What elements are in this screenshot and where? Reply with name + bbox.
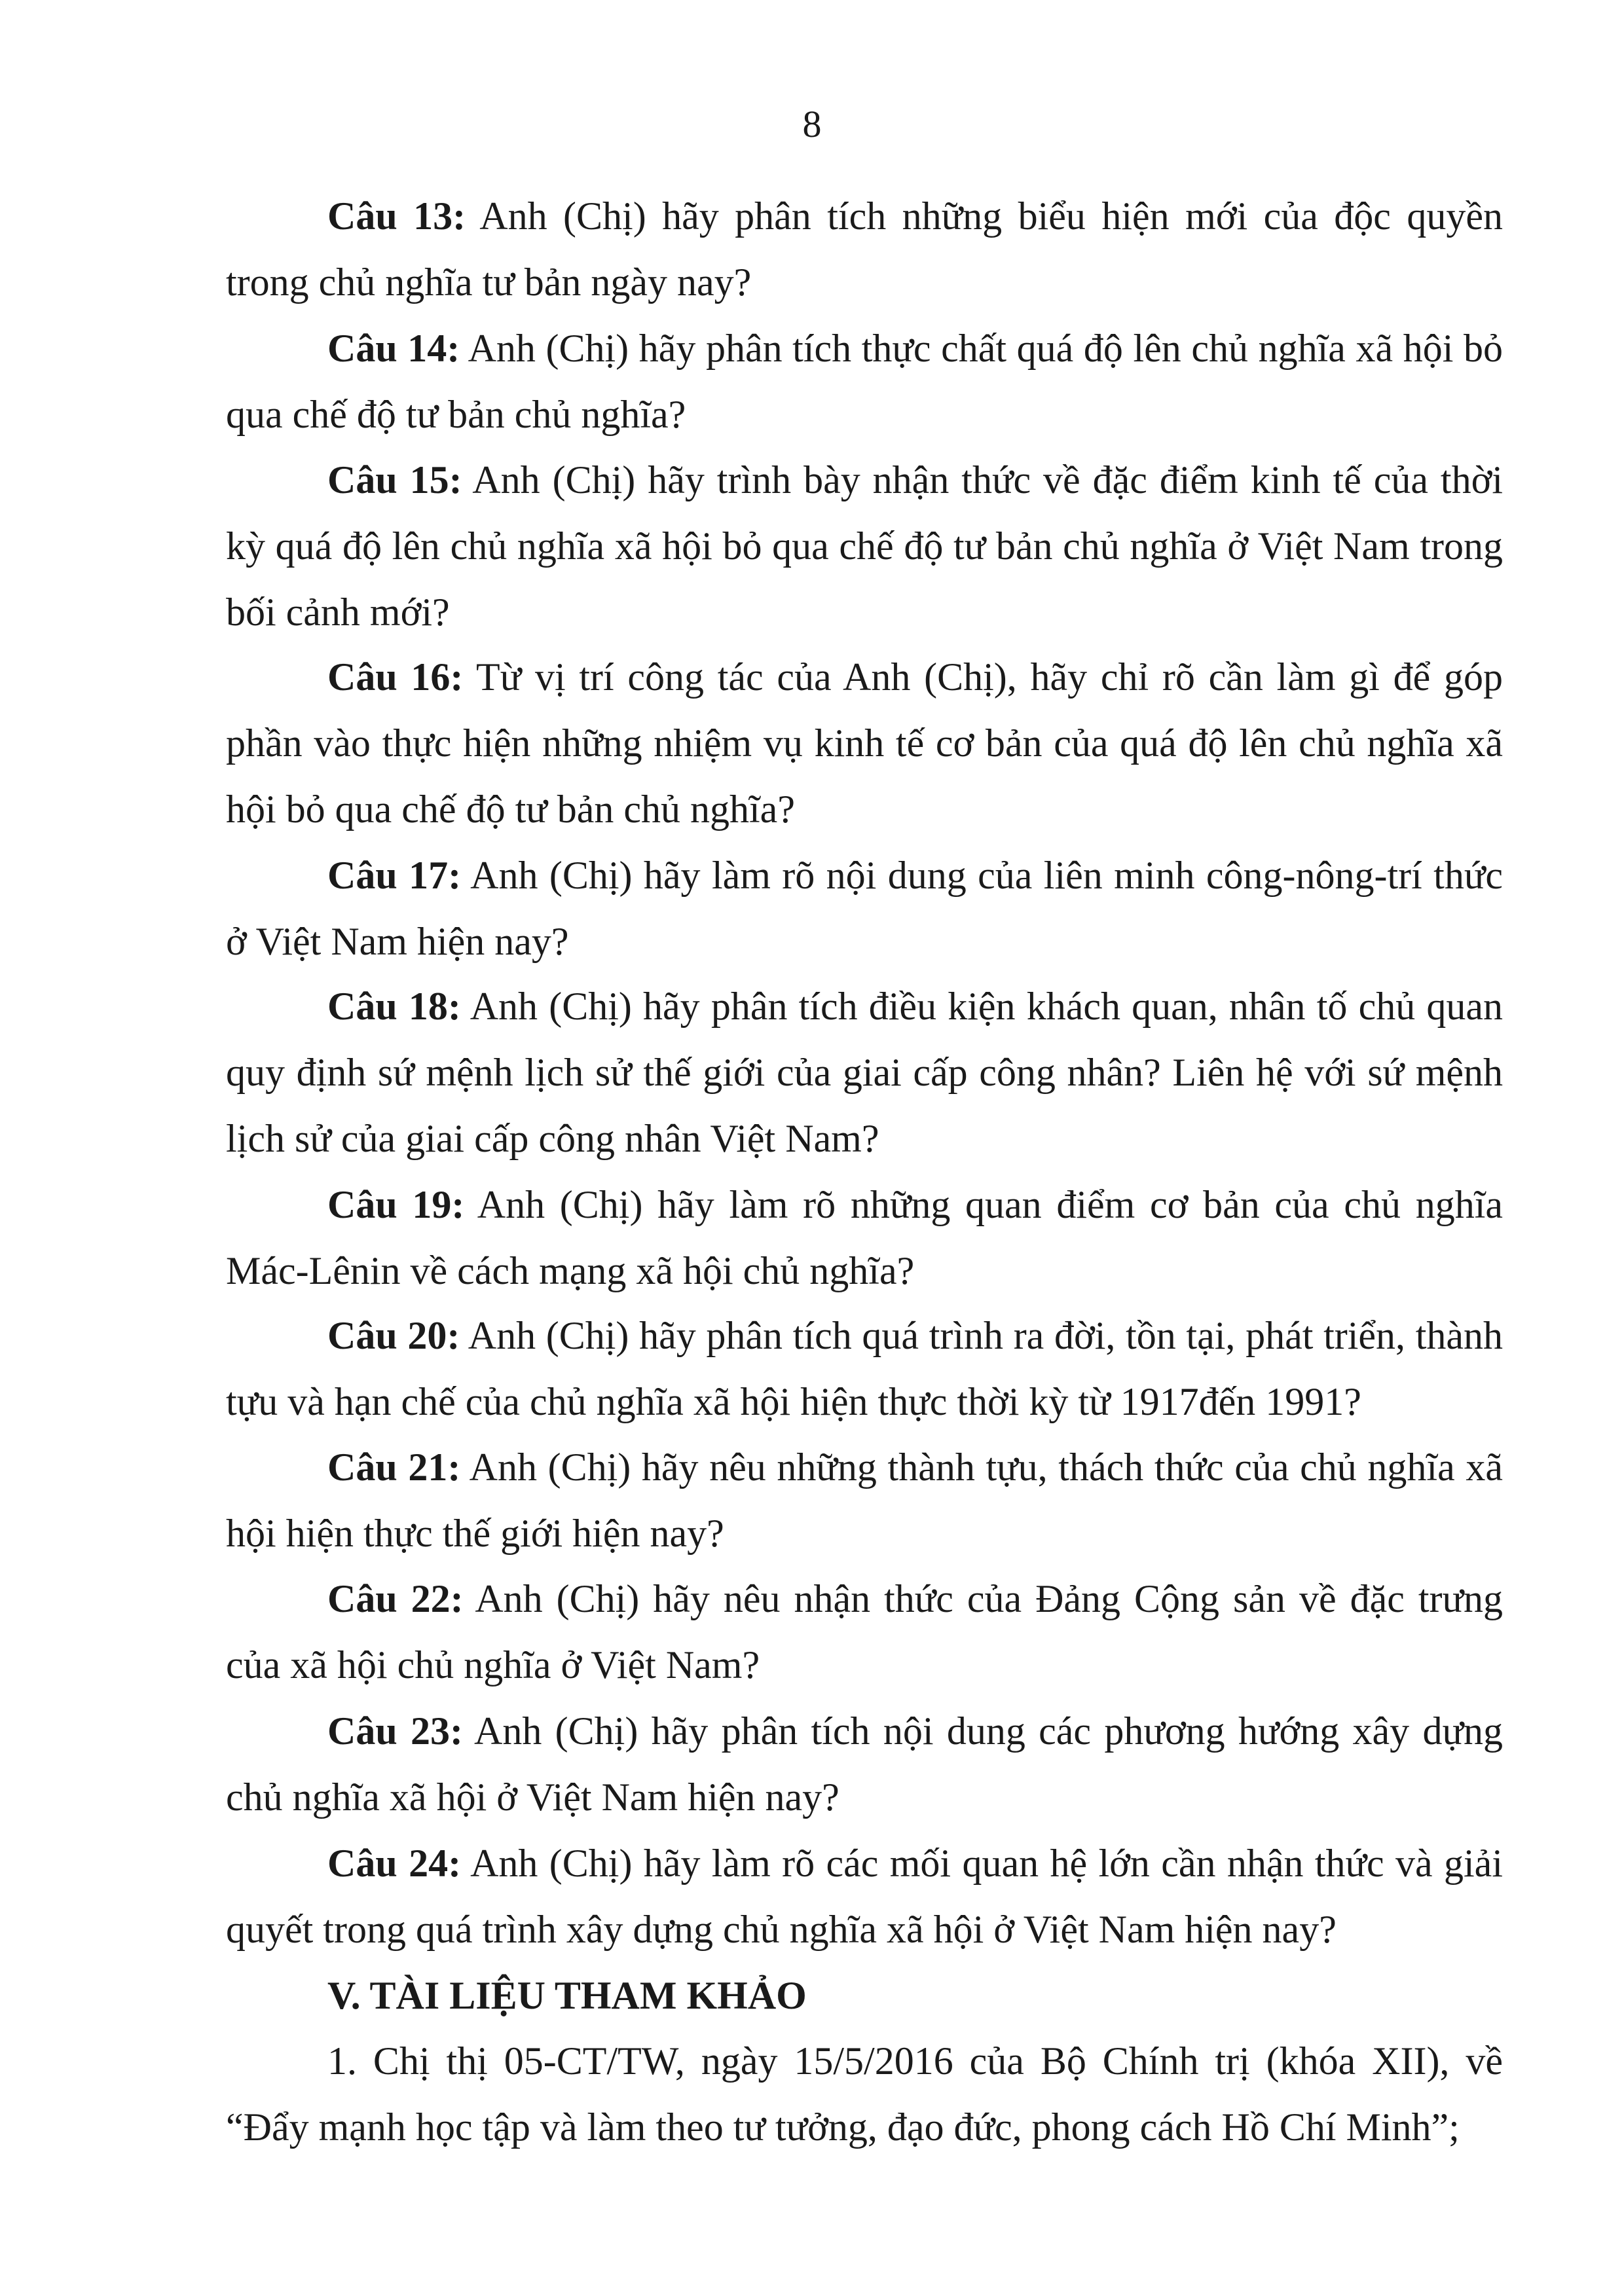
question-text: Anh (Chị) hãy phân tích thực chất quá độ lên chủ nghĩa xã hội bỏ qua chế độ tư bản chủ nghĩa? (226, 327, 1503, 436)
question-21 (226, 1434, 1503, 1567)
question-text: Anh (Chị) hãy phân tích quá trình ra đời, tồn tại, phát triển, thành tựu và hạn chế của chủ nghĩa xã hội hiện thực thời kỳ từ 1917đến 1991? (226, 1314, 1503, 1423)
question-text: Anh (Chị) hãy làm rõ nội dung của liên minh công-nông-trí thức ở Việt Nam hiện nay? (226, 854, 1503, 963)
question-label: Câu 18: (327, 985, 461, 1028)
question-13 (226, 183, 1503, 316)
question-label: Câu 17: (327, 854, 462, 897)
question-label: Câu 20: (327, 1314, 460, 1357)
section-heading: V. TÀI LIỆU THAM KHẢO (327, 1974, 807, 2017)
question-text: Anh (Chị) hãy nêu những thành tựu, thách thức của chủ nghĩa xã hội hiện thực thế giới hiện nay? (226, 1446, 1503, 1555)
question-label: Câu 15: (327, 458, 462, 501)
question-text: Anh (Chị) hãy làm rõ các mối quan hệ lớn cần nhận thức và giải quyết trong quá trình xây dựng chủ nghĩa xã hội ở Việt Nam hiện nay? (226, 1842, 1503, 1951)
question-16 (226, 644, 1503, 843)
question-19 (226, 1172, 1503, 1304)
question-24 (226, 1831, 1503, 1963)
question-text: Từ vị trí công tác của Anh (Chị), hãy chỉ rõ cần làm gì để góp phần vào thực hiện những nhiệm vụ kinh tế cơ bản của quá độ lên chủ nghĩa xã hội bỏ qua chế độ tư bản chủ nghĩa? (226, 655, 1503, 831)
question-text: Anh (Chị) hãy phân tích những biểu hiện mới của độc quyền trong chủ nghĩa tư bản ngày nay? (226, 194, 1503, 304)
reference-1: 1. Chị thị 05-CT/TW, ngày 15/5/2016 của Bộ Chính trị (khóa XII), về “Đẩy mạnh học tập và làm theo tư tưởng, đạo đức, phong cách Hồ Chí Minh”; (226, 2039, 1503, 2149)
question-22 (226, 1566, 1503, 1698)
question-text: Anh (Chị) hãy nêu nhận thức của Đảng Cộng sản về đặc trưng của xã hội chủ nghĩa ở Việt Nam? (226, 1577, 1503, 1686)
question-20 (226, 1303, 1503, 1435)
question-15 (226, 447, 1503, 646)
question-23 (226, 1698, 1503, 1831)
page-number: 8 (802, 103, 822, 145)
question-text: Anh (Chị) hãy phân tích điều kiện khách quan, nhân tố chủ quan quy định sứ mệnh lịch sử thế giới của giai cấp công nhân? Liên hệ với sứ mệnh lịch sử của giai cấp công nhân Việt Nam? (226, 985, 1503, 1160)
question-text: Anh (Chị) hãy trình bày nhận thức về đặc điểm kinh tế của thời kỳ quá độ lên chủ nghĩa xã hội bỏ qua chế độ tư bản chủ nghĩa ở Việt Nam trong bối cảnh mới? (226, 458, 1503, 634)
question-label: Câu 19: (327, 1183, 465, 1226)
question-14 (226, 316, 1503, 448)
question-18 (226, 974, 1503, 1172)
question-label: Câu 21: (327, 1446, 461, 1489)
question-text: Anh (Chị) hãy làm rõ những quan điểm cơ bản của chủ nghĩa Mác-Lênin về cách mạng xã hội chủ nghĩa? (226, 1183, 1504, 1292)
question-label: Câu 22: (327, 1577, 464, 1620)
question-label: Câu 23: (327, 1709, 464, 1753)
question-label: Câu 24: (327, 1842, 462, 1885)
question-text: Anh (Chị) hãy phân tích nội dung các phương hướng xây dựng chủ nghĩa xã hội ở Việt Nam hiện nay? (226, 1709, 1503, 1819)
question-label: Câu 14: (327, 327, 460, 370)
question-17 (226, 843, 1503, 975)
question-label: Câu 16: (327, 655, 464, 699)
question-label: Câu 13: (327, 194, 466, 238)
